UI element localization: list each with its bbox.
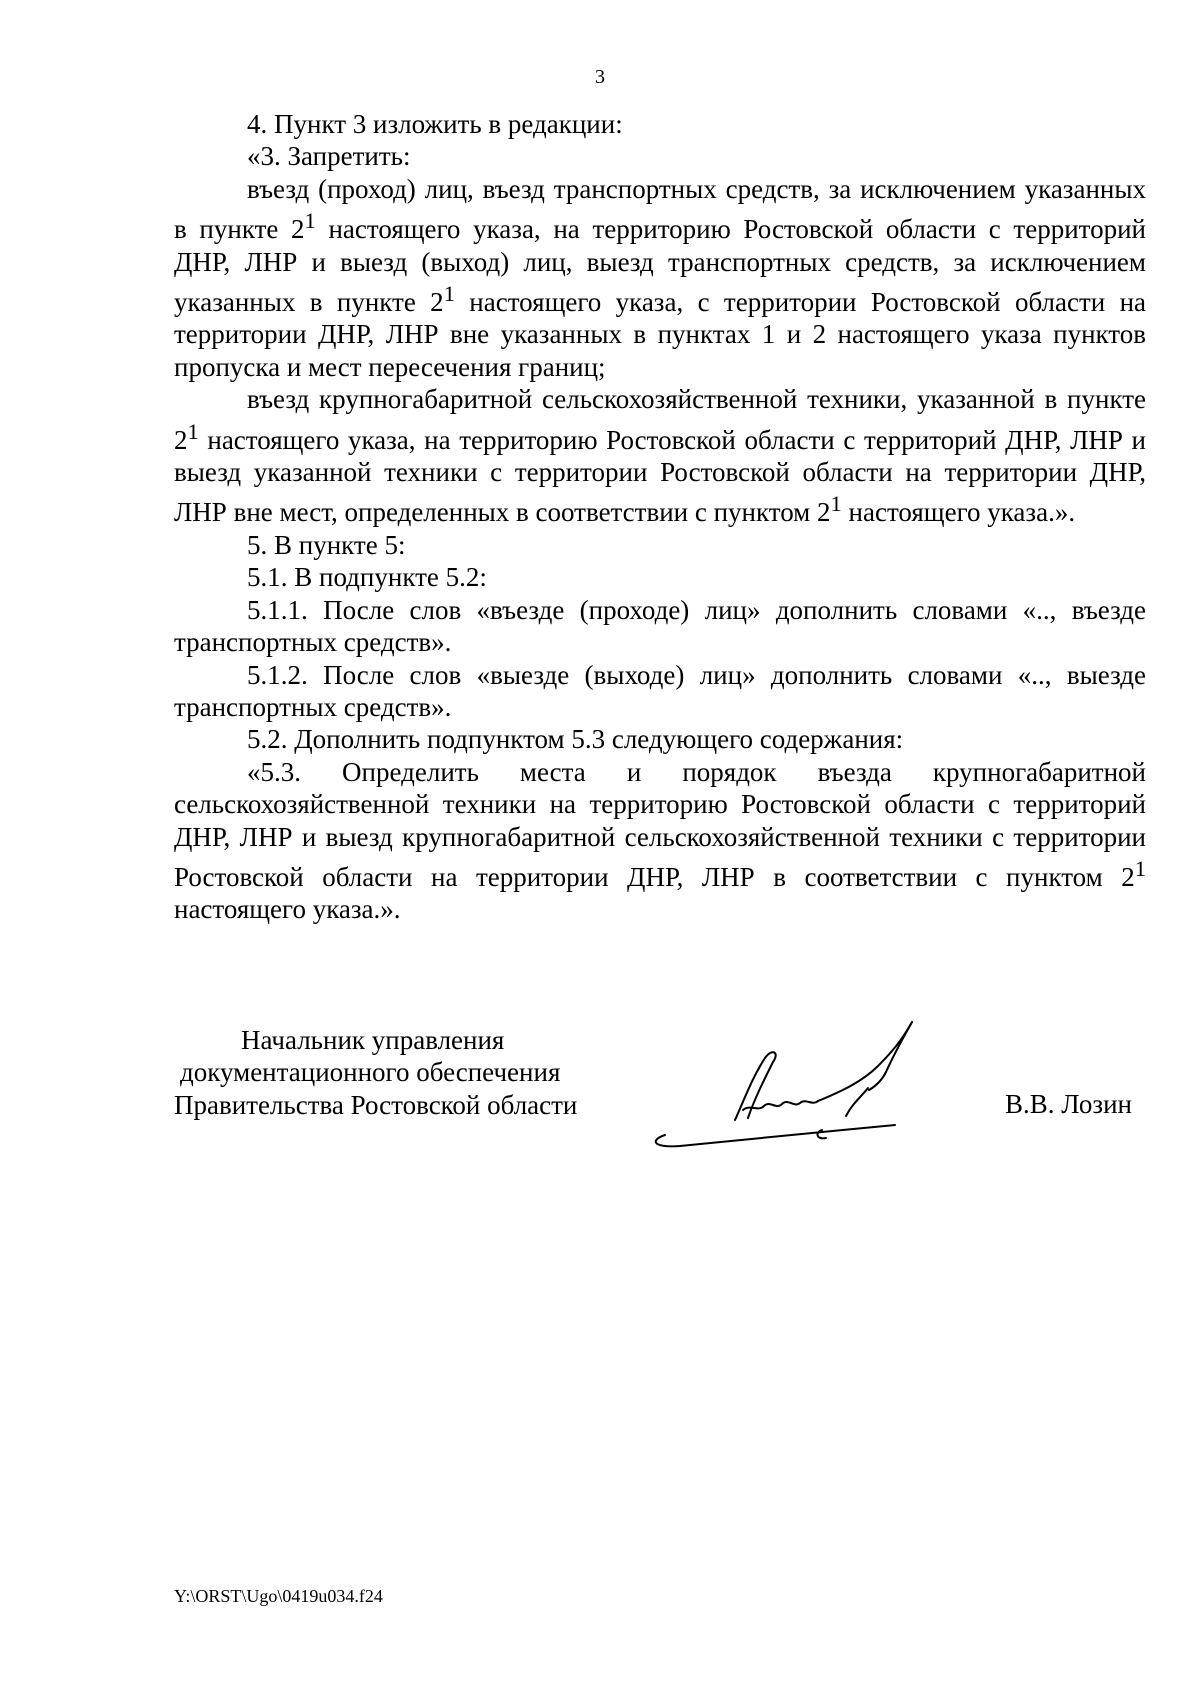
paragraph-item-5-1-2: [174, 659, 1146, 724]
paragraph-item-5-1: [174, 561, 1146, 593]
paragraph-text: 5. В пункте 5:: [247, 529, 406, 560]
file-path-footer: Y:\ORST\Ugo\0419u034.f24: [174, 1586, 383, 1606]
signatory-title: [174, 1024, 577, 1121]
signatory-title-line: документационного обеспечения: [180, 1057, 561, 1088]
paragraph-text: 4. Пункт 3 изложить в редакции:: [247, 109, 623, 139]
superscript: 1: [443, 281, 455, 307]
paragraph-text: «3. Запретить:: [247, 141, 411, 172]
paragraph-text: настоящего указа, на территорию Ростовской области с территорий ДНР, ЛНР и выезд (выход) лиц, выезд транспортных средств, за исключением указанных в пункте 2: [174, 214, 1146, 318]
paragraph-machinery-ban: [174, 383, 1146, 529]
paragraph-text: настоящего указа.».: [841, 497, 1076, 528]
signer-name: В.В. Лозин: [1005, 1089, 1132, 1119]
paragraph-text: 5.2. Дополнить подпунктом 5.3 следующего содержания:: [247, 724, 904, 755]
signatory-title-line: Начальник управления: [241, 1025, 505, 1055]
paragraph-text: «5.3. Определить места и порядок въезда крупногабаритной сельскохозяйственной техники на территорию Ростовской области с территорий ДНР, ЛНР и выезд крупногабаритной сельскохозяйственной техники с территории Ростовской области на территории ДНР, ЛНР в соответствии с пунктом 2: [174, 756, 1146, 892]
paragraph-text: въезд крупногабаритной сельскохозяйственной техники, указанной в пункте 2: [174, 384, 1146, 455]
paragraph-entry-ban: [174, 173, 1146, 383]
page-number: 3: [595, 66, 605, 88]
superscript: 1: [830, 491, 842, 517]
paragraph-text: 5.1.2. После слов «выезде (выходе) лиц» дополнить словами «.., выезде транспортных средств».: [174, 659, 1146, 722]
paragraph-text: настоящего указа, на территорию Ростовской области с территорий ДНР, ЛНР и выезд указанной техники с территории Ростовской области на территории ДНР, ЛНР вне мест, определенных в соответствии с пунктом 2: [174, 424, 1146, 528]
paragraph-quote-3-heading: [174, 140, 1146, 172]
handwritten-signature: [640, 1000, 1000, 1170]
paragraph-item-5-2: [174, 723, 1146, 755]
paragraph-item-4: [174, 108, 1146, 140]
paragraph-text: 5.1.1. После слов «въезде (проходе) лиц» дополнить словами «.., въезде транспортных средств».: [174, 594, 1146, 658]
paragraph-item-5-3: [174, 756, 1146, 926]
paragraph-item-5: [174, 529, 1146, 561]
superscript: 1: [1134, 855, 1146, 881]
paragraph-text: въезд (проход) лиц, въезд транспортных средств, за исключением указанных в пункте 2: [174, 173, 1146, 245]
paragraph-item-5-1-1: [174, 594, 1146, 659]
superscript: 1: [304, 208, 316, 234]
paragraph-text: 5.1. В подпункте 5.2:: [247, 562, 487, 593]
document-body: [174, 108, 1146, 926]
signatory-title-line: Правительства Ростовской области: [174, 1089, 578, 1120]
paragraph-text: настоящего указа.».: [174, 894, 401, 925]
superscript: 1: [187, 418, 199, 444]
paragraph-text: настоящего указа, с территории Ростовской области на территории ДНР, ЛНР вне указанных в пунктах 1 и 2 настоящего указа пунктов пропуска и мест пересечения границ;: [174, 287, 1147, 382]
